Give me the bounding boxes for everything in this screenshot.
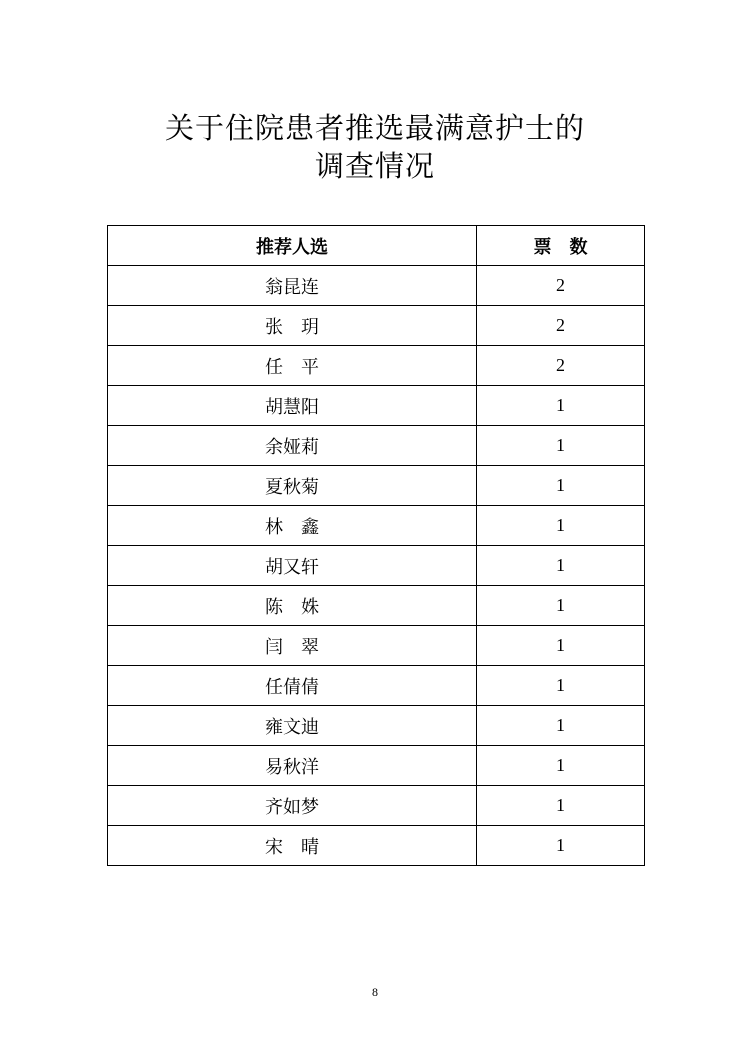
candidate-name: 余娅莉 bbox=[108, 426, 477, 466]
candidate-name: 雍文迪 bbox=[108, 706, 477, 746]
candidate-name: 任倩倩 bbox=[108, 666, 477, 706]
candidate-name: 闫 翠 bbox=[108, 626, 477, 666]
vote-count: 1 bbox=[477, 386, 645, 426]
table-row bbox=[108, 546, 645, 586]
vote-count: 1 bbox=[477, 506, 645, 546]
vote-count: 2 bbox=[477, 306, 645, 346]
table-row bbox=[108, 306, 645, 346]
vote-count: 1 bbox=[477, 786, 645, 826]
candidate-name: 林 鑫 bbox=[108, 506, 477, 546]
candidate-name: 胡慧阳 bbox=[108, 386, 477, 426]
document-title-line1: 关于住院患者推选最满意护士的 bbox=[164, 111, 585, 145]
vote-count: 1 bbox=[477, 746, 645, 786]
candidate-name: 任 平 bbox=[108, 346, 477, 386]
table-row bbox=[108, 786, 645, 826]
table-row bbox=[108, 666, 645, 706]
table-row bbox=[108, 506, 645, 546]
column-header-votes: 票 数 bbox=[477, 226, 645, 266]
table-row bbox=[108, 266, 645, 306]
candidate-name: 易秋洋 bbox=[108, 746, 477, 786]
table-row bbox=[108, 466, 645, 506]
vote-count: 2 bbox=[477, 346, 645, 386]
vote-count: 1 bbox=[477, 586, 645, 626]
table-row bbox=[108, 586, 645, 626]
column-header-candidate: 推荐人选 bbox=[108, 226, 477, 266]
vote-count: 1 bbox=[477, 706, 645, 746]
page-number: 8 bbox=[372, 985, 378, 999]
candidate-name: 齐如梦 bbox=[108, 786, 477, 826]
table-row bbox=[108, 746, 645, 786]
vote-count: 1 bbox=[477, 666, 645, 706]
table-header-row bbox=[108, 226, 645, 266]
vote-count: 1 bbox=[477, 546, 645, 586]
candidate-name: 宋 晴 bbox=[108, 826, 477, 866]
candidate-name: 陈 姝 bbox=[108, 586, 477, 626]
vote-count: 1 bbox=[477, 466, 645, 506]
vote-count: 1 bbox=[477, 626, 645, 666]
vote-count: 1 bbox=[477, 426, 645, 466]
table-row bbox=[108, 346, 645, 386]
table-row bbox=[108, 386, 645, 426]
vote-table bbox=[107, 225, 645, 866]
candidate-name: 夏秋菊 bbox=[108, 466, 477, 506]
vote-count: 2 bbox=[477, 266, 645, 306]
table-row bbox=[108, 426, 645, 466]
table-row bbox=[108, 706, 645, 746]
candidate-name: 张 玥 bbox=[108, 306, 477, 346]
document-title-line2: 调查情况 bbox=[314, 149, 435, 183]
table-row bbox=[108, 626, 645, 666]
candidate-name: 翁昆连 bbox=[108, 266, 477, 306]
table-row bbox=[108, 826, 645, 866]
vote-count: 1 bbox=[477, 826, 645, 866]
candidate-name: 胡又轩 bbox=[108, 546, 477, 586]
